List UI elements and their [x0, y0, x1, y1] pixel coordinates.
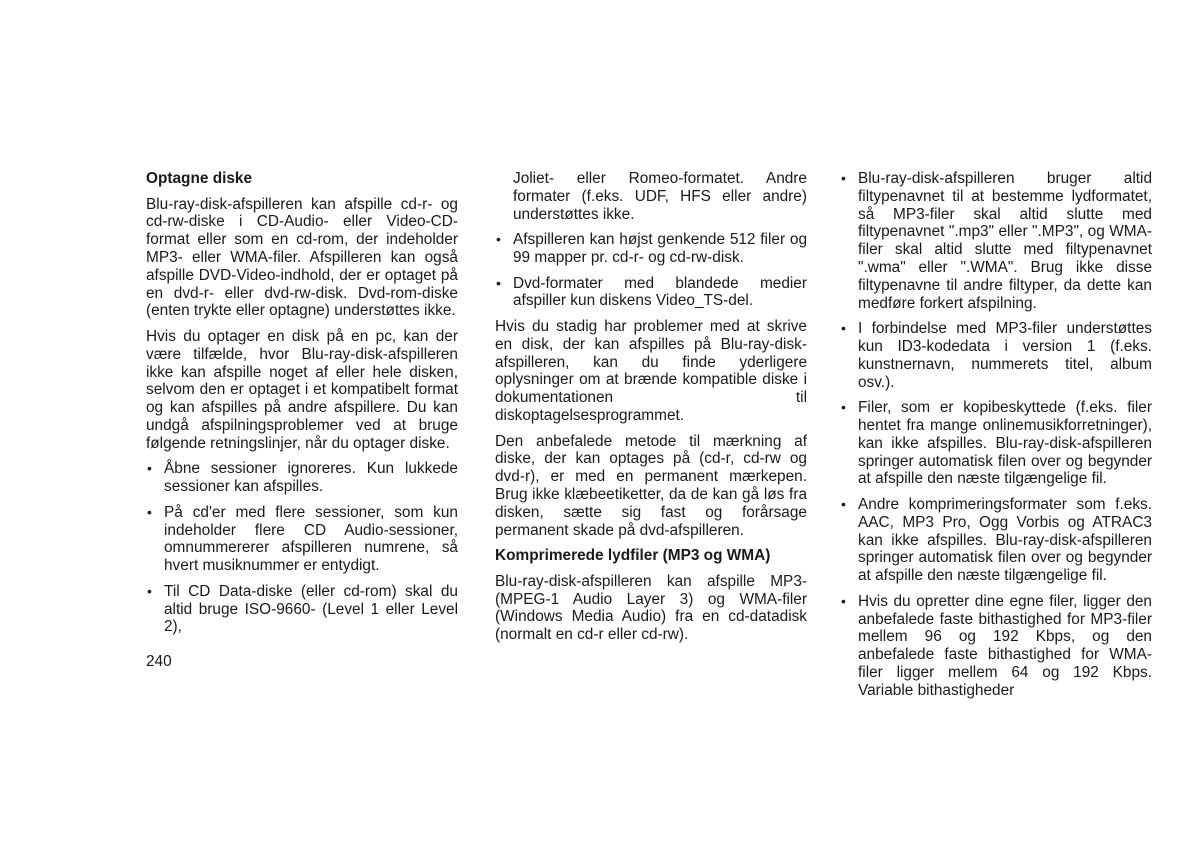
page-number: 240: [146, 653, 172, 670]
column-1: [146, 170, 458, 644]
list-item: • Dvd-formater med blandede medier afspiller kun diskens Video_TS-del.: [496, 274, 807, 310]
bullet-icon: •: [841, 399, 846, 416]
list-item: • På cd'er med flere sessioner, som kun indeholder flere CD Audio-sessioner, omnummererer afspilleren numrene, så hvert musiknummer er entydigt.: [147, 503, 458, 575]
list-item: • Hvis du opretter dine egne filer, ligger den anbefalede faste bithastighed for MP3-filer mellem 96 og 192 Kbps, og den anbefalede faste bithastighed for WMA-filer ligger mellem 64 og 192 Kbps. Variable bithastigheder: [841, 592, 1152, 699]
bullet-icon: •: [496, 274, 501, 291]
column-2: [495, 170, 807, 652]
paragraph: Hvis du stadig har problemer med at skrive en disk, der kan afspilles på Blu-ray-disk-afspilleren, kan du finde yderligere oplysninger om at brænde kompatible diske i dokumentationen til diskoptagelsesprogrammet.: [495, 317, 807, 424]
bullet-icon: •: [841, 320, 846, 337]
list-item: • Andre komprimeringsformater som f.eks. AAC, MP3 Pro, Ogg Vorbis og ATRAC3 kan ikke afspilles. Blu-ray-disk-afspilleren springer automatisk filen over og begynder at afspille den næste tilgængelige fil.: [841, 495, 1152, 585]
bullet-icon: •: [147, 460, 152, 477]
bullet-icon: •: [841, 495, 846, 512]
paragraph: Den anbefalede metode til mærkning af diske, der kan optages på (cd-r, cd-rw og dvd-r), er med en permanent mærkepen. Brug ikke klæbeetiketter, da de kan gå løs fra disken, sætte sig fast og forårsage permanent skade på dvd-afspilleren.: [495, 432, 807, 539]
list-item: • Til CD Data-diske (eller cd-rom) skal du altid bruge ISO-9660- (Level 1 eller Level 2),: [147, 582, 458, 636]
column-3: [840, 170, 1152, 707]
list-item: • I forbindelse med MP3-filer understøttes kun ID3-kodedata i version 1 (f.eks. kunstnernavn, nummerets titel, album osv.).: [841, 320, 1152, 391]
bullet-icon: •: [147, 503, 152, 520]
paragraph: Blu-ray-disk-afspilleren kan afspille cd-r- og cd-rw-diske i CD-Audio- eller Video-CD-format eller som en cd-rom, der indeholder MP3- eller WMA-filer. Afspilleren kan også afspille DVD-Video-indhold, der er optaget på en dvd-r- eller dvd-rw-disk. Dvd-rom-diske (enten trykte eller optagne) understøttes ikke.: [146, 195, 458, 320]
bullet-list: [146, 460, 458, 636]
bullet-icon: •: [841, 170, 846, 186]
list-item: • Åbne sessioner ignoreres. Kun lukkede sessioner kan afspilles.: [147, 460, 458, 496]
list-item: • Blu-ray-disk-afspilleren bruger altid filtypenavnet til at bestemme lydformatet, så MP3-filer skal altid slutte med filtypenavnet ".mp3" eller ".MP3", og WMA-filer skal altid slutte med filtypenavnet ".wma" eller ".WMA". Brug ikke disse filtypenavne til andre filtyper, da dette kan medføre forkert afspilning.: [841, 170, 1152, 312]
list-item-continuation: Joliet- eller Romeo-formatet. Andre formater (f.eks. UDF, HFS eller andre) understøttes ikke.: [513, 170, 807, 223]
bullet-icon: •: [841, 592, 846, 609]
list-item: • Afspilleren kan højst genkende 512 filer og 99 mapper pr. cd-r- og cd-rw-disk.: [496, 231, 807, 266]
list-item: • Filer, som er kopibeskyttede (f.eks. filer hentet fra mange onlinemusikforretninger), kan ikke afspilles. Blu-ray-disk-afspilleren springer automatisk filen over og begynder at afspille den næste tilgængelige fil.: [841, 399, 1152, 488]
bullet-list: [840, 170, 1152, 700]
section-heading-recorded-discs: Optagne diske: [146, 170, 253, 187]
bullet-list: [495, 170, 807, 310]
paragraph: Blu-ray-disk-afspilleren kan afspille MP3- (MPEG-1 Audio Layer 3) og WMA-filer (Windows Media Audio) fra en cd-datadisk (normalt en cd-r eller cd-rw).: [495, 572, 807, 644]
paragraph: Hvis du optager en disk på en pc, kan der være tilfælde, hvor Blu-ray-disk-afspilleren ikke kan afspille noget af eller hele disken, selvom den er optaget i et kompatibelt format og kan afspilles på andre afspillere. Du kan undgå afspilningsproblemer ved at bruge følgende retningslinjer, når du optager diske.: [146, 327, 458, 452]
bullet-icon: •: [496, 231, 501, 248]
bullet-icon: •: [147, 582, 152, 599]
section-heading-compressed-audio: Komprimerede lydfiler (MP3 og WMA): [495, 547, 771, 565]
